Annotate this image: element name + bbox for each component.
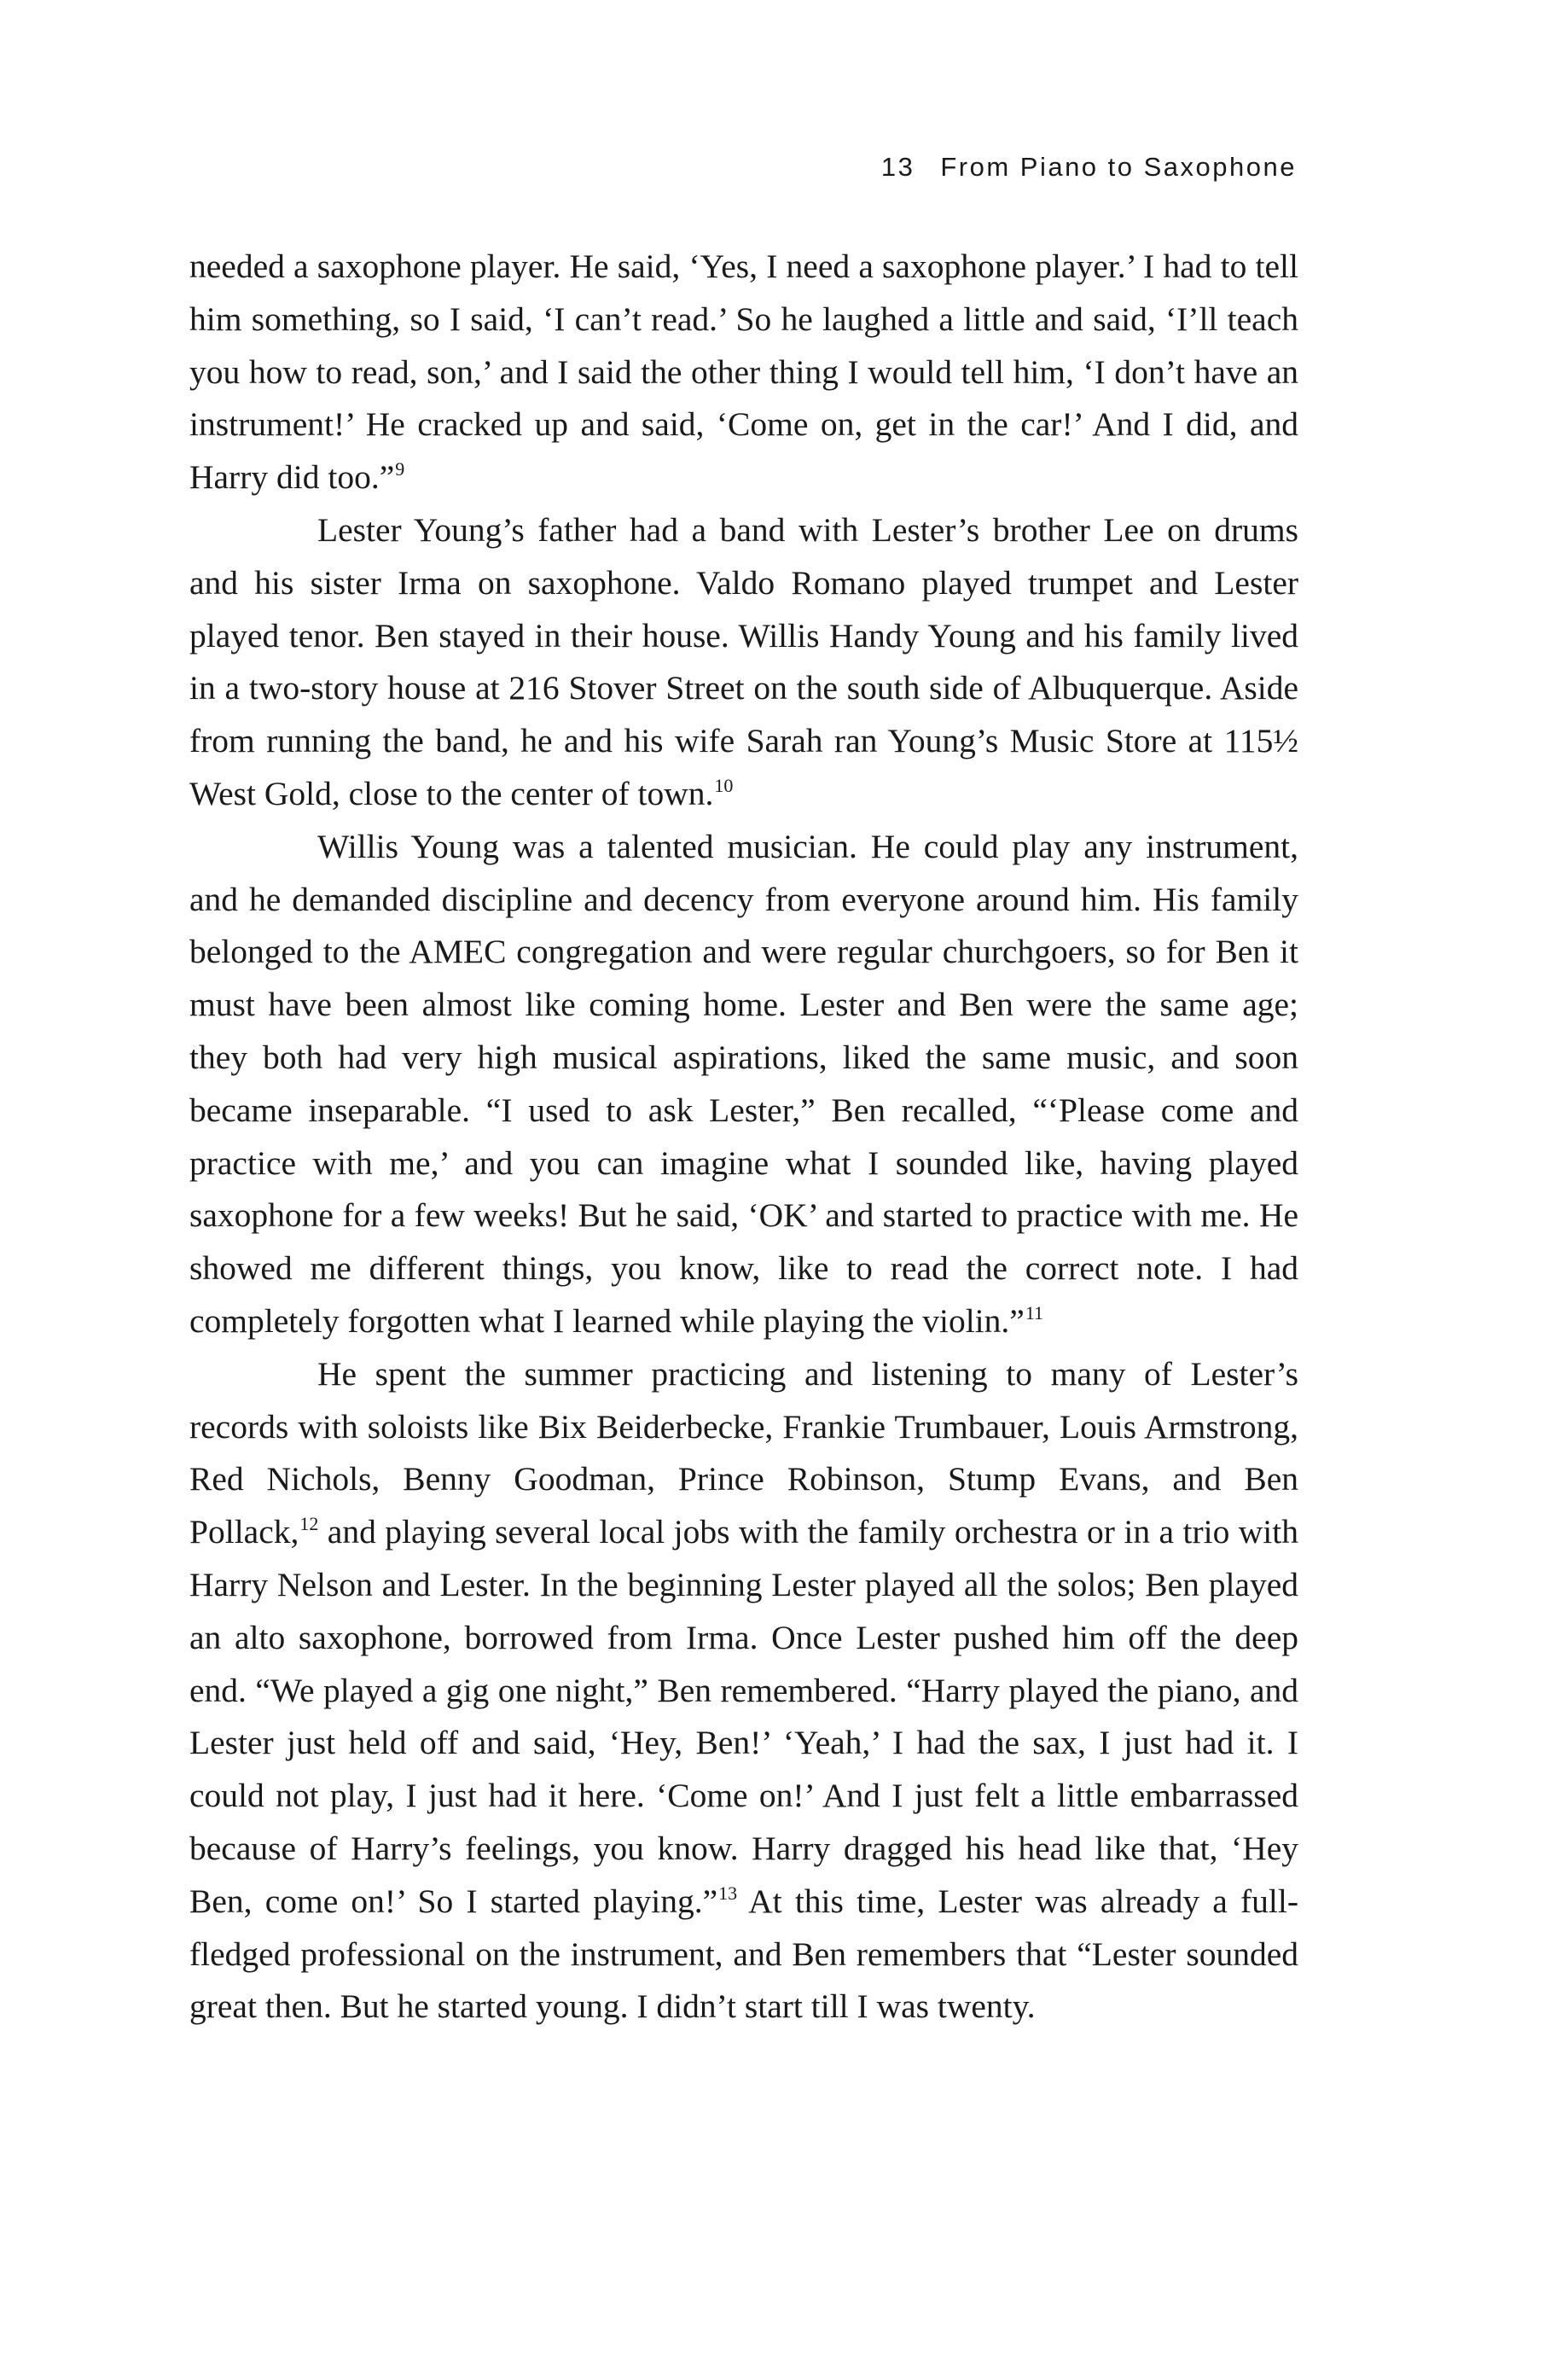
paragraph-text: At this time, Lester was already a full-fledged professional on the instrument, and Ben remembers that “Lester sounded great then. But he started young. I didn’t start till I was twenty. (189, 1882, 1299, 2026)
paragraph-text: and playing several local jobs with the family orchestra or in a trio with Harry Nelson and Lester. In the beginning Lester played all the solos; Ben played an alto saxophone, borrowed from Irma. Once Lester pushed him off the deep end. “We played a gig one night,” Ben remembered. “Harry played the piano, and Lester just held off and said, ‘Hey, Ben!’ ‘Yeah,’ I had the sax, I just had it. I could not play, I just had it here. ‘Come on!’ And I just felt a little embarrassed because of Harry’s feelings, you know. Harry dragged his head like that, ‘Hey Ben, come on!’ So I started playing.” (189, 1513, 1298, 1920)
paragraph-text: needed a saxophone player. He said, ‘Yes, I need a saxophone player.’ I had to tell him something, so I said, ‘I can’t read.’ So he laughed a little and said, ‘I’ll teach you how to read, son,’ and I said the other thing I would tell him, ‘I don’t have an instrument!’ He cracked up and said, ‘Come on, get in the car!’ And I did, and Harry did too.” (189, 247, 1298, 497)
paragraph-2 (189, 504, 1298, 821)
paragraph-text: Willis Young was a talented musician. He could play any instrument, and he demanded discipline and decency from everyone around him. His family belonged to the AMEC congregation and were regular churchgoers, so for Ben it must have been almost like coming home. Lester and Ben were the same age; they both had very high musical aspirations, liked the same music, and soon became inseparable. “I used to ask Lester,” Ben recalled, “‘Please come and practice with me,’ and you can imagine what I sounded like, having played saxophone for a few weeks! But he said, ‘OK’ and started to practice with me. He showed me different things, you know, like to read the correct note. I had completely forgotten what I learned while playing the violin.” (189, 827, 1298, 1340)
footnote-ref-13: 13 (718, 1882, 738, 1904)
paragraph-4 (189, 1348, 1298, 2033)
running-head (881, 152, 1297, 183)
paragraph-text: Lester Young’s father had a band with Lester’s brother Lee on drums and his sister Irma on saxophone. Valdo Romano played trumpet and Lester played tenor. Ben stayed in their house. Willis Handy Young and his family lived in a two-story house at 216 Stover Street on the south side of Albuquerque. Aside from running the band, he and his wife Sarah ran Young’s Music Store at 115½ West Gold, close to the center of town. (189, 510, 1298, 812)
page-number: 13 (880, 152, 915, 182)
footnote-ref-10: 10 (714, 774, 734, 796)
footnote-ref-11: 11 (1025, 1301, 1043, 1324)
paragraph-text: He spent the summer practicing and listening to many of Lester’s records with soloists like Bix Beiderbecke, Frankie Trumbauer, Louis Armstrong, Red Nichols, Benny Goodman, Prince Robinson, Stump Evans, and Ben Pollack, (189, 1354, 1298, 1551)
paragraph-1 (189, 241, 1298, 504)
chapter-title: From Piano to Saxophone (940, 152, 1297, 182)
footnote-ref-12: 12 (299, 1513, 319, 1535)
body-text (189, 241, 1298, 2033)
paragraph-3 (189, 821, 1298, 1348)
footnote-ref-9: 9 (395, 458, 405, 480)
